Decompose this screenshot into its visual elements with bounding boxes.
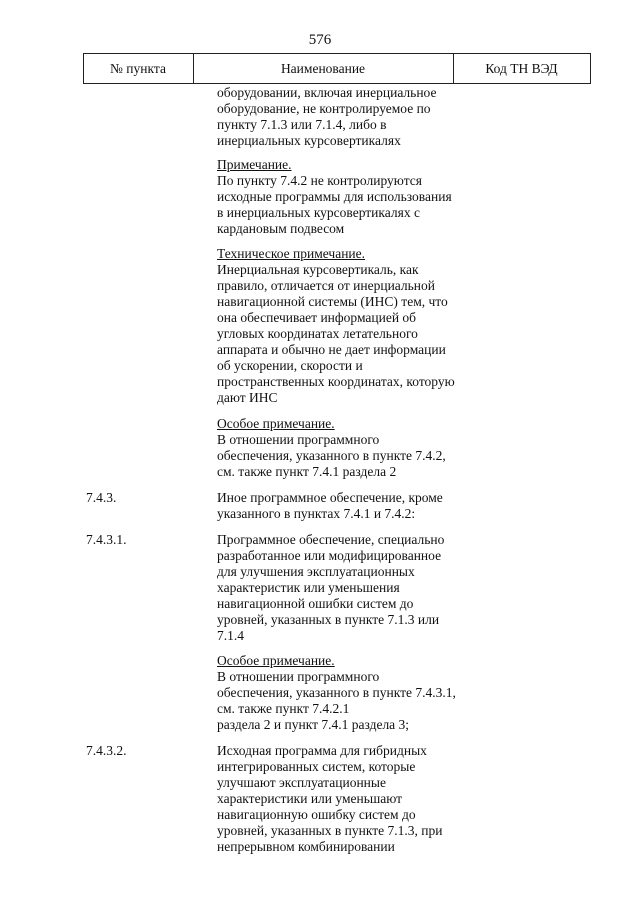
text-line: 7.1.4: [217, 628, 244, 643]
text-line: Иное программное обеспечение, кроме: [217, 490, 443, 505]
table-row: [0, 532, 640, 644]
entry-spacer: [0, 237, 640, 246]
text-line: указанного в пунктах 7.4.1 и 7.4.2:: [217, 506, 416, 521]
item-text: [217, 416, 477, 480]
text-line: характеристики или уменьшают: [217, 791, 403, 806]
table-row: [0, 85, 640, 149]
text-line: для улучшения эксплуатационных: [217, 564, 415, 579]
text-line: Исходная программа для гибридных: [217, 743, 427, 758]
item-text: [217, 743, 477, 855]
header-col-number: № пункта: [110, 61, 166, 76]
text-line: кардановым подвесом: [217, 221, 345, 236]
text-line: улучшают эксплуатационные: [217, 775, 386, 790]
text-line: непрерывном комбинировании: [217, 839, 395, 854]
item-text: [217, 85, 477, 149]
text-line: оборудование, не контролируемое по: [217, 101, 431, 116]
entry-spacer: [0, 522, 640, 532]
text-line: она обеспечивает информацией об: [217, 310, 417, 325]
item-number: 7.4.3.2.: [86, 743, 127, 758]
text-line: По пункту 7.4.2 не контролируются: [217, 173, 422, 188]
header-col-name: Наименование: [280, 61, 366, 76]
text-line: пространственных координатах, которую: [217, 374, 455, 389]
text-line: интегрированных систем, которые: [217, 759, 416, 774]
text-line: В отношении программного: [217, 669, 380, 684]
table-row: [0, 416, 640, 480]
text-line: обеспечения, указанного в пункте 7.4.3.1,: [217, 685, 456, 700]
entry-spacer: [0, 149, 640, 157]
text-line: уровней, указанных в пункте 7.1.3, при: [217, 823, 443, 838]
table-body: [0, 85, 640, 855]
text-line: правило, отличается от инерциальной: [217, 278, 436, 293]
text-line: аппарата и обычно не дает информации: [217, 342, 446, 357]
text-line: инерциальных курсовертикалях: [217, 133, 401, 148]
text-line: Программное обеспечение, специально: [217, 532, 445, 547]
entry-spacer: [0, 733, 640, 743]
table-row: [0, 246, 640, 406]
item-number: 7.4.3.: [86, 490, 117, 505]
text-line: угловых координатах летательного: [217, 326, 418, 341]
text-line: навигационной системы (ИНС) тем, что: [217, 294, 448, 309]
text-line: навигационную ошибку систем до: [217, 807, 416, 822]
note-title: Особое примечание.: [217, 653, 335, 668]
table-header: [83, 53, 591, 84]
text-line: характеристик или уменьшения: [217, 580, 400, 595]
page-number: 576: [308, 32, 332, 48]
entry-spacer: [0, 480, 640, 490]
item-text: [217, 653, 477, 733]
text-line: в инерциальных курсовертикалях с: [217, 205, 420, 220]
text-line: оборудовании, включая инерциальное: [217, 85, 437, 100]
item-text: [217, 246, 477, 406]
text-line: см. также пункт 7.4.2.1: [217, 701, 350, 716]
item-number: 7.4.3.1.: [86, 532, 127, 547]
table-row: [0, 743, 640, 855]
entry-spacer: [0, 406, 640, 416]
text-line: см. также пункт 7.4.1 раздела 2: [217, 464, 397, 479]
item-text: [217, 532, 477, 644]
header-border-right: [590, 54, 591, 83]
table-row: [0, 157, 640, 237]
text-line: разработанное или модифицированное: [217, 548, 442, 563]
text-line: В отношении программного: [217, 432, 380, 447]
item-text: [217, 490, 477, 522]
text-line: Инерциальная курсовертикаль, как: [217, 262, 419, 277]
table-row: [0, 653, 640, 733]
note-title: Техническое примечание.: [217, 246, 366, 261]
text-line: навигационной ошибки систем до: [217, 596, 414, 611]
text-line: исходные программы для использования: [217, 189, 452, 204]
note-title: Примечание.: [217, 157, 292, 172]
text-line: обеспечения, указанного в пункте 7.4.2,: [217, 448, 446, 463]
note-title: Особое примечание.: [217, 416, 335, 431]
text-line: уровней, указанных в пункте 7.1.3 или: [217, 612, 440, 627]
table-row: [0, 490, 640, 522]
entry-spacer: [0, 644, 640, 653]
text-line: раздела 2 и пункт 7.4.1 раздела 3;: [217, 717, 410, 732]
header-col-code: Код ТН ВЭД: [485, 61, 558, 76]
text-line: об ускорении, скорости и: [217, 358, 363, 373]
text-line: дают ИНС: [217, 390, 278, 405]
item-text: [217, 157, 477, 237]
text-line: пункту 7.1.3 или 7.1.4, либо в: [217, 117, 387, 132]
